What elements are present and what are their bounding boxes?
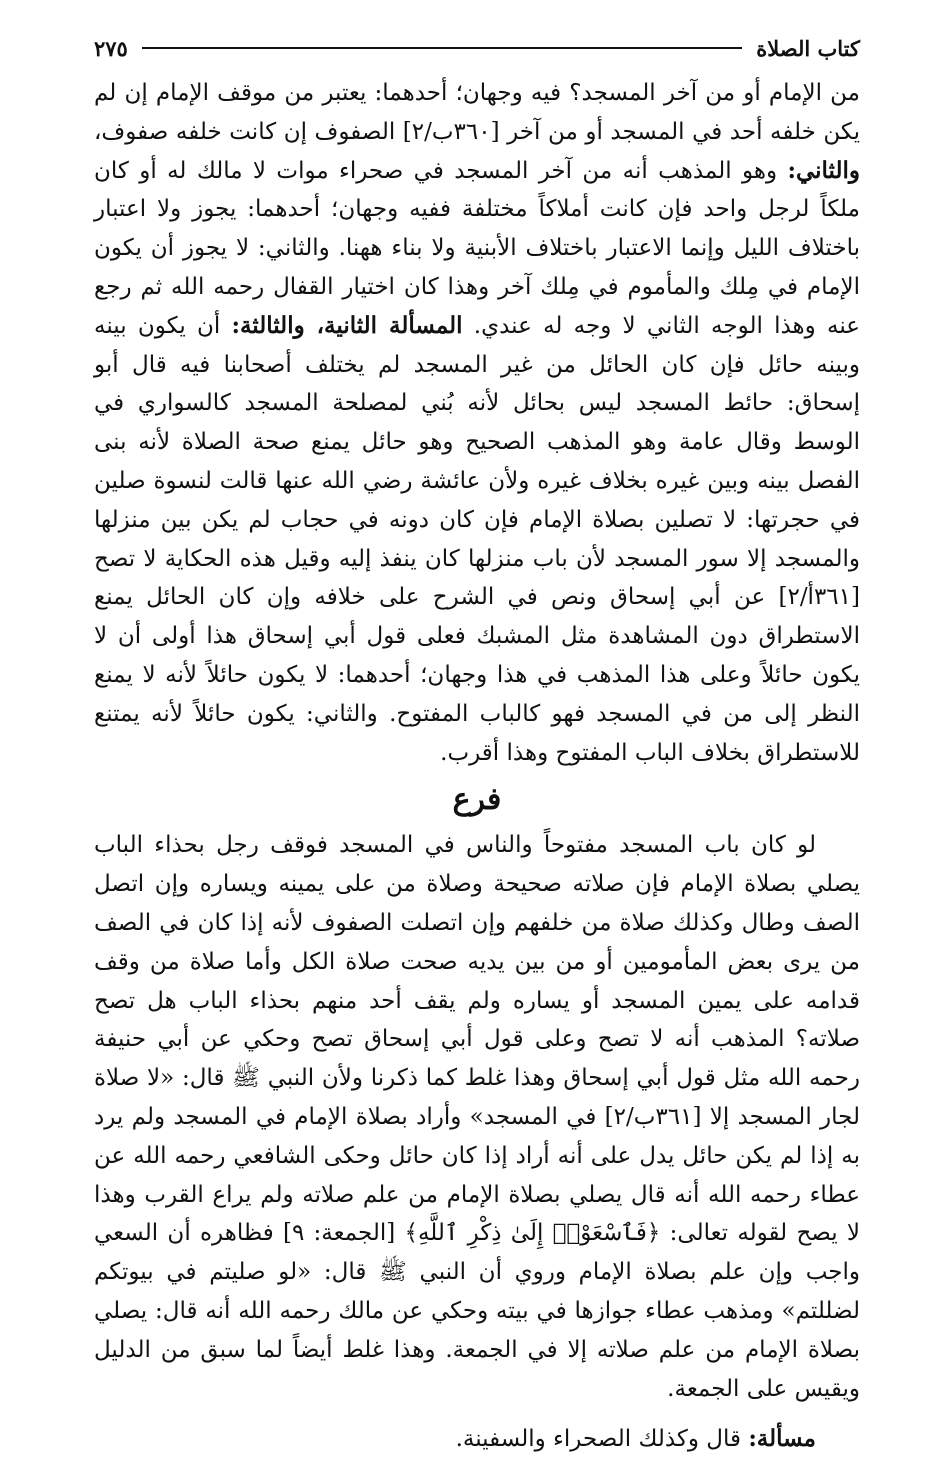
para1-text-3: أن يكون بينه وبينه حائل فإن كان الحائل من غير المسجد لم يختلف أصحابنا فيه قال أبو إسحاق: حائط المسجد ليس بحائل لأنه بُني لمصلحة المسجد كالسواري في الوسط وقال عامة وهو المذهب الصحيح وهو حائل يمنع صحة الصلاة لأنه بنى الفصل بينه وبين غيره بخلاف غيره ولأن عائشة رضي الله عنها قالت لنسوة صلين في حجرتها: لا تصلين بصلاة الإمام فإن كان دونه في حجاب لم يكن بين منزلها والمسجد إلا سور المسجد لأن باب منزلها كان ينفذ إليه وقيل هذه الحكاية لا تصح [٣٦١أ/٢] عن أبي إسحاق ونص في الشرح على خلافه وإن كان الحائل يمنع الاستطراق دون المشاهدة مثل المشبك فعلى قول أبي إسحاق هذا أولى أن لا يكون حائلاً وعلى هذا المذهب في هذا وجهان؛ أحدهما: لا يكون حائلاً لأنه لا يمنع النظر إلى من في المسجد فهو كالباب المفتوح. والثاني: يكون حائلاً لأنه يمتنع للاستطراق بخلاف الباب المفتوح وهذا أقرب. [94,312,860,766]
para1-text-2: وهو المذهب أنه من آخر المسجد في صحراء موات لا مالك له أو كان ملكاً لرجل واحد فإن كانت أملاكاً مختلفة ففيه وجهان؛ أحدهما: يجوز ولا اعتبار باختلاف الليل وإنما الاعتبار باختلاف الأبنية ولا بناء ههنا. والثاني: لا يجوز أن يكون الإمام في مِلك والمأموم في مِلك آخر وهذا كان اختيار القفال رحمه الله ثم رجع عنه وهذا الوجه الثاني لا وجه له عندي. [94,157,861,339]
body-paragraph-3 [94,1420,860,1459]
header-title: كتاب الصلاة [756,35,860,61]
body-paragraph-2: لو كان باب المسجد مفتوحاً والناس في المسجد فوقف رجل بحذاء الباب يصلي بصلاة الإمام فإن صلاته صحيحة وصلاة من على يمينه ويساره وإن اتصل الصف وطال وكذلك صلاة من خلفهم وإن اتصلت الصفوف لأنه إذا كان في الصف من يرى بعض المأمومين أو من بين يديه صحت صلاة الكل وأما صلاة من وقف قدامه على يمين المسجد أو يساره ولم يقف أحد منهم بحذاء الباب هل تصح صلاته؟ المذهب أنه لا تصح وعلى قول أبي إسحاق تصح وحكي عن أبي حنيفة رحمه الله مثل قول أبي إسحاق وهذا غلط كما ذكرنا ولأن النبي ﷺ قال: «لا صلاة لجار المسجد إلا [٣٦١ب/٢] في المسجد» وأراد بصلاة الإمام في المسجد ولم يرد به إذا لم يكن حائل يدل على أنه أراد إذا كان حائل وحكى الشافعي رحمه الله عن عطاء رحمه الله أنه قال يصلي بصلاة الإمام من علم صلاته ولم يراع القرب وهذا لا يصح لقوله تعالى: ﴿فَٱسْعَوْا۟ إِلَىٰ ذِكْرِ ٱللَّهِ﴾ [الجمعة: ٩] فظاهره أن السعي واجب وإن علم بصلاة الإمام وروي أن النبي ﷺ قال: «لو صليتم في بيوتكم لضللتم» ومذهب عطاء جوازها في بيته وحكي عن مالك رحمه الله أنه قال: يصلي بصلاة الإمام من علم صلاته إلا في الجمعة. وهذا غلط أيضاً لما سبق من الدليل ويقيس على الجمعة. [94,832,860,1402]
page-header [94,30,860,66]
masala-label: مسألة: [748,1425,816,1453]
para1-bold-1: والثاني: [787,156,860,184]
section-heading: فرع [452,782,502,818]
body-paragraph-1 [94,74,860,772]
para1-bold-2: المسألة الثانية، والثالثة: [231,311,463,339]
page-number: ٢٧٥ [94,35,128,61]
para1-text-1: من الإمام أو من آخر المسجد؟ فيه وجهان؛ أحدهما: يعتبر من موقف الإمام إن لم يكن خلفه أحد في المسجد أو من آخر [٣٦٠ب/٢] الصفوف إن كانت خلفه صفوف، [94,80,860,145]
para3-text: قال وكذلك الصحراء والسفينة. [455,1426,749,1453]
header-rule [142,47,742,49]
